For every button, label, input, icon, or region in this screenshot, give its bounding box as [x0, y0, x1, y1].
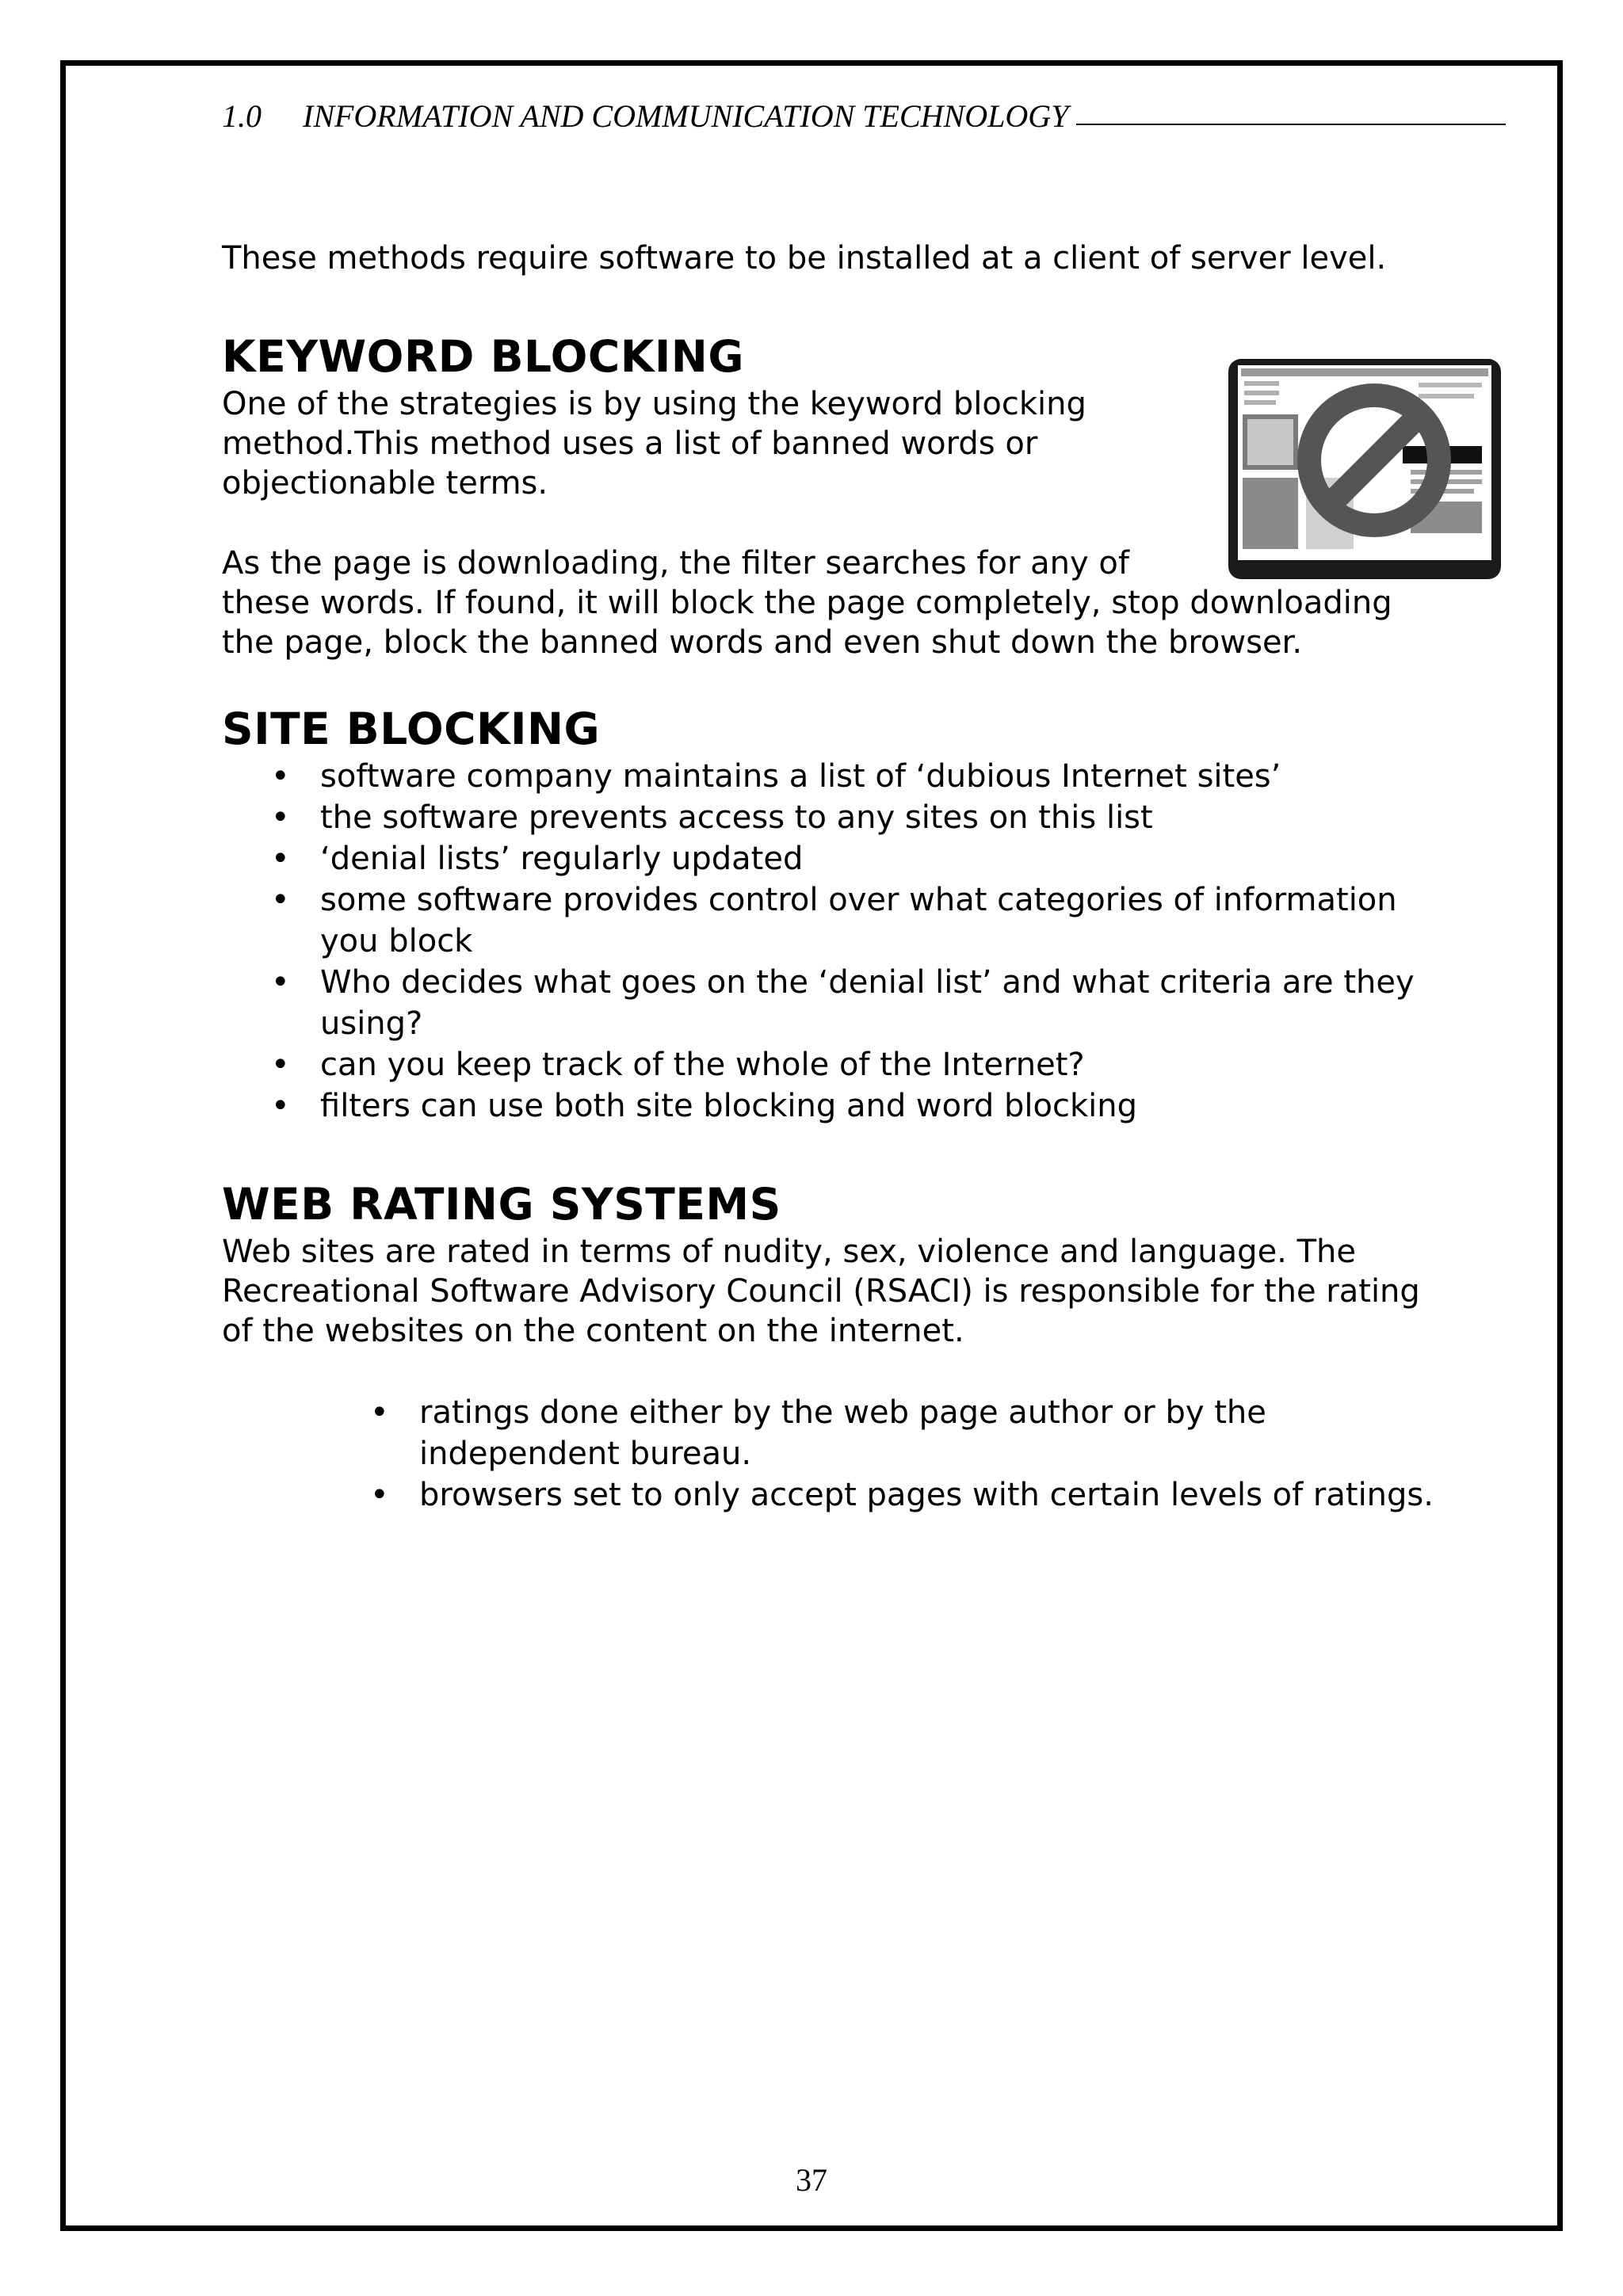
text-line: of the websites on the content on the internet.	[222, 1313, 964, 1349]
text-line: Web sites are rated in terms of nudity, sex, violence and language. The	[222, 1234, 1356, 1270]
site-blocking-heading: SITE BLOCKING	[222, 704, 601, 754]
page-number: 37	[796, 2162, 827, 2198]
list-item	[222, 962, 1522, 1044]
text-line: objectionable terms.	[222, 465, 548, 502]
header-rule	[1076, 124, 1506, 125]
list-item: • software company maintains a list of ‘dubious Internet sites’	[222, 756, 1522, 797]
web-rating-heading: WEB RATING SYSTEMS	[222, 1179, 781, 1230]
running-header	[222, 97, 1506, 136]
text-line: Recreational Software Advisory Council (RSACI) is responsible for the rating	[222, 1273, 1420, 1310]
text-line: the page, block the banned words and even shut down the browser.	[222, 624, 1303, 661]
text-line: these words. If found, it will block the page completely, stop downloading	[222, 585, 1392, 621]
text-line: One of the strategies is by using the keyword blocking	[222, 386, 1086, 422]
list-item	[321, 1392, 1526, 1474]
keyword-blocking-heading: KEYWORD BLOCKING	[222, 331, 744, 382]
text-line: using?	[320, 1005, 423, 1042]
list-item: • browsers set to only accept pages with certain levels of ratings.	[321, 1474, 1526, 1516]
web-rating-paragraph	[222, 1232, 1420, 1351]
keyword-blocking-paragraph-1	[222, 384, 1086, 503]
text-line: As the page is downloading, the filter searches for any of	[222, 545, 1129, 582]
list-item: • filters can use both site blocking and word blocking	[222, 1085, 1522, 1127]
list-item: • the software prevents access to any sites on this list	[222, 797, 1522, 838]
keyword-blocking-paragraph-2	[222, 543, 1392, 662]
blocked-webpage-icon	[1228, 359, 1501, 579]
site-blocking-list	[222, 756, 1522, 1127]
section-number: 1.0	[222, 98, 262, 134]
list-item: • can you keep track of the whole of the Internet?	[222, 1044, 1522, 1085]
text-line: method.This method uses a list of banned words or	[222, 425, 1038, 462]
text-line: ratings done either by the web page author or by the	[419, 1394, 1266, 1431]
list-item: • ‘denial lists’ regularly updated	[222, 838, 1522, 879]
section-title: INFORMATION AND COMMUNICATION TECHNOLOGY	[303, 98, 1069, 134]
text-line: independent bureau.	[419, 1436, 752, 1472]
text-line: some software provides control over what categories of information	[320, 882, 1397, 918]
text-line: you block	[320, 923, 473, 959]
web-rating-list	[321, 1392, 1526, 1516]
list-item	[222, 879, 1522, 962]
text-line: Who decides what goes on the ‘denial list’ and what criteria are they	[320, 964, 1415, 1001]
intro-paragraph: These methods require software to be installed at a client of server level.	[222, 240, 1387, 277]
